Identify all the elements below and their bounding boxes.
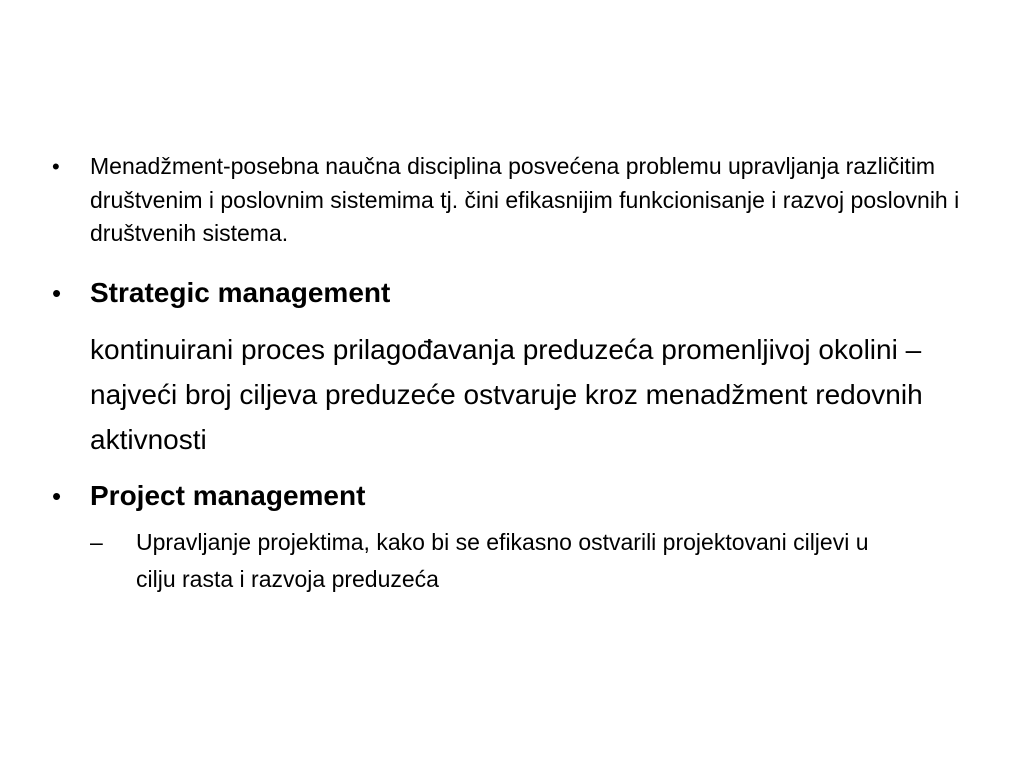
bullet-item-project-management [52,474,972,518]
bullet-heading: Project management [90,479,366,511]
bullet-item-strategic-management [52,271,972,315]
bullet-heading: Strategic management [90,276,391,308]
bullet-icon: • [52,277,62,308]
bullet-text: Menadžment-posebna naučna disciplina posvećena problemu upravljanja različitim društvenim i poslovnim sistemima tj. čini efikasnijim funkcionisanje i razvoj poslovnih i društvenih sistema. [90,153,960,246]
strategic-management-description: kontinuirani proces prilagođavanja preduzeća promenljivoj okolini – najveći broj ciljeva preduzeće ostvaruje kroz menadžment redovnih aktivnosti [90,333,923,455]
dash-icon: – [90,528,103,555]
slide-content [52,150,972,598]
bullet-icon: • [52,154,60,179]
sub-bullet-text: Upravljanje projektima, kako bi se efikasno ostvarili projektovani ciljevi u cilju rasta i razvoja preduzeća [136,528,869,592]
bullet-icon: • [52,480,62,511]
bullet-item-management-definition [52,150,972,251]
sub-bullet-item [90,524,972,598]
